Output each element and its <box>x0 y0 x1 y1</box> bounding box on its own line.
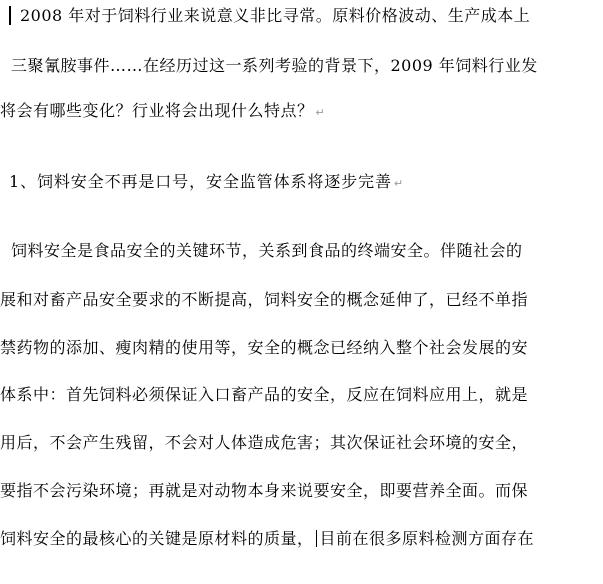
line-text: 饲料安全是食品安全的关键环节，关系到食品的终端安全。伴随社会的 <box>11 241 523 260</box>
text-line-8 <box>0 385 528 405</box>
paragraph-mark-icon: ↵ <box>393 177 405 190</box>
text-line-2 <box>11 56 538 76</box>
line-text: 禁药物的添加、瘦肉精的使用等，安全的概念已经纳入整个社会发展的安 <box>0 338 529 357</box>
line-text: 展和对畜产品安全要求的不断提高，饲料安全的概念延伸了，已经不单指 <box>0 290 529 309</box>
line-text: 三聚氰胺事件……在经历过这一系列考验的背景下，2009 年饲料行业发 <box>11 56 538 75</box>
text-line-7 <box>0 338 528 358</box>
line-text: 要指不会污染环境；再就是对动物本身来说要安全，即要营养全面。而保 <box>0 481 529 500</box>
text-line-11 <box>0 529 534 549</box>
text-cursor-bar <box>9 6 11 25</box>
text-line-3 <box>0 101 325 123</box>
text-caret <box>316 530 317 547</box>
heading-text: 1、饲料安全不再是口号，安全监管体系将逐步完善 <box>9 172 392 191</box>
line-text: 将会有哪些变化？行业将会出现什么特点？ <box>0 101 314 120</box>
paragraph-mark-icon: ↵ <box>315 106 326 119</box>
section-heading <box>9 172 404 194</box>
line-text: 用后，不会产生残留，不会对人体造成危害；其次保证社会环境的安全， <box>0 433 529 452</box>
text-line-1 <box>20 6 530 26</box>
line-text: 2008 年对于饲料行业来说意义非比寻常。原料价格波动、生产成本上 <box>20 6 531 25</box>
line-text: 目前在很多原料检测方面存在 <box>319 529 535 548</box>
line-text: 饲料安全的最核心的关键是原材料的质量， <box>0 529 314 548</box>
text-line-9 <box>0 433 528 453</box>
text-line-5 <box>11 241 523 261</box>
text-line-10 <box>0 481 528 501</box>
line-text: 体系中：首先饲料必须保证入口畜产品的安全，反应在饲料应用上，就是 <box>0 385 529 404</box>
text-line-6 <box>0 290 528 310</box>
